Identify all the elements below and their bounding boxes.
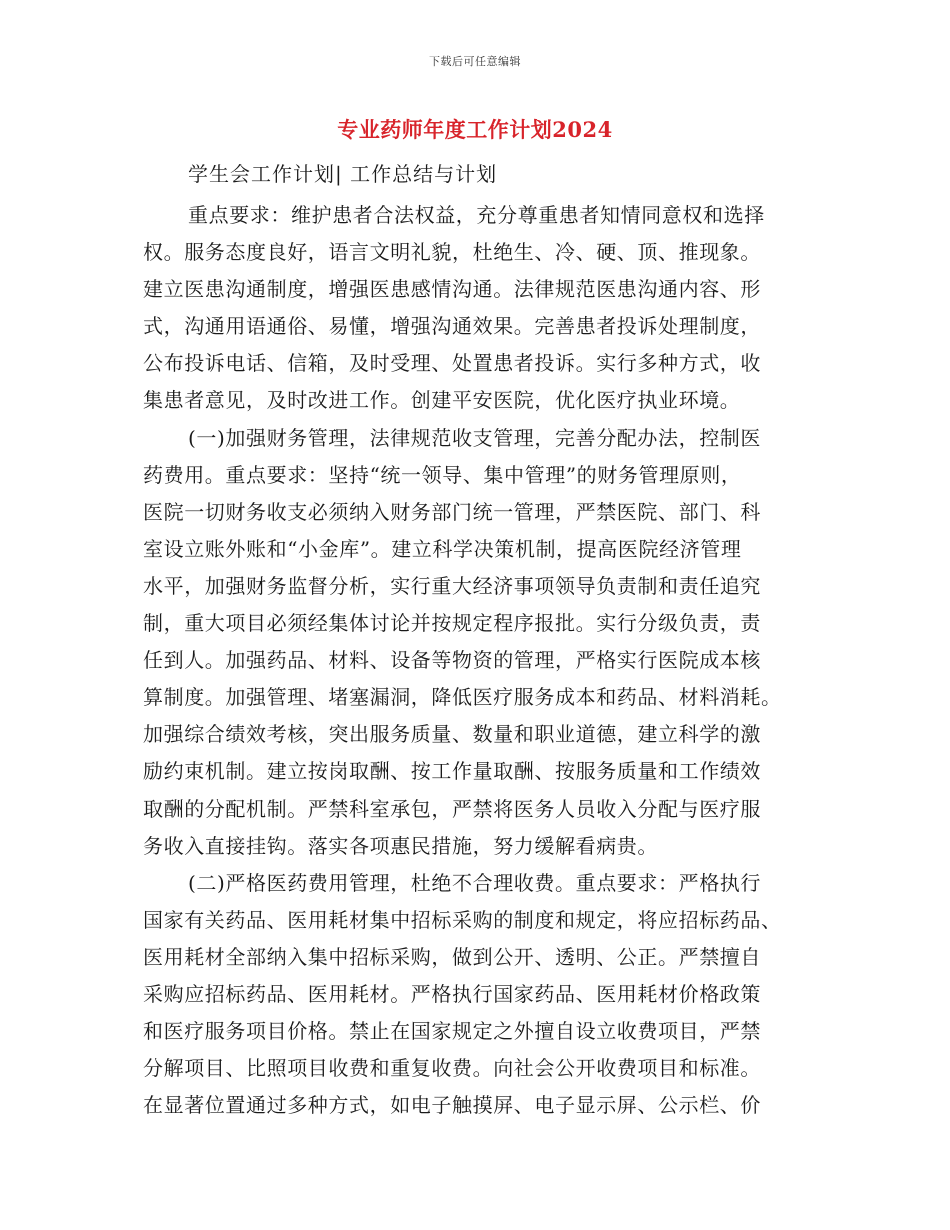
document-title: 专业药师年度工作计划2024 [337, 117, 613, 142]
body-line: 集患者意见，及时改进工作。创建平安医院，优化医疗执业环境。 [143, 388, 741, 413]
body-line: 药费用。重点要求：坚持“统一领导、集中管理”的财务管理原则， [143, 462, 742, 487]
body-line: 重点要求：维护患者合法权益，充分尊重患者知情同意权和选择 [188, 203, 765, 227]
body-line: 式，沟通用语通俗、易懂，增强沟通效果。完善患者投诉处理制度， [143, 314, 761, 339]
document-subtitle: 学生会工作计划| 工作总结与计划 [188, 162, 498, 186]
body-line: (一)加强财务管理，法律规范收支管理，完善分配办法，控制医 [188, 425, 762, 450]
body-line: 加强综合绩效考核，突出服务质量、数量和职业道德，建立科学的激 [143, 722, 761, 747]
body-line: 公布投诉电话、信箱，及时受理、处置患者投诉。实行多种方式，收 [143, 351, 761, 376]
body-line: 权。服务态度良好，语言文明礼貌，杜绝生、冷、硬、顶、推现象。 [143, 240, 761, 265]
body-line: 分解项目、比照项目收费和重复收费。向社会公开收费项目和标准。 [143, 1056, 761, 1081]
body-line: 在显著位置通过多种方式，如电子触摸屏、电子显示屏、公示栏、价 [143, 1093, 761, 1118]
header-note: 下载后可任意编辑 [429, 55, 521, 68]
body-line: (二)严格医药费用管理，杜绝不合理收费。重点要求：严格执行 [188, 870, 762, 895]
body-line: 励约束机制。建立按岗取酬、按工作量取酬、按服务质量和工作绩效 [143, 759, 761, 784]
body-line: 国家有关药品、医用耗材集中招标采购的制度和规定，将应招标药品、 [143, 907, 782, 932]
body-line: 室设立账外账和“小金库”。建立科学决策机制，提高医院经济管理 [143, 536, 742, 561]
body-line: 任到人。加强药品、材料、设备等物资的管理，严格实行医院成本核 [143, 648, 761, 673]
body-line: 制，重大项目必须经集体讨论并按规定程序报批。实行分级负责，责 [143, 611, 761, 636]
body-line: 水平，加强财务监督分析，实行重大经济事项领导负责制和责任追究 [143, 573, 761, 598]
body-line: 和医疗服务项目价格。禁止在国家规定之外擅自设立收费项目，严禁 [143, 1019, 761, 1044]
body-line: 取酬的分配机制。严禁科室承包，严禁将医务人员收入分配与医疗服 [143, 796, 761, 821]
body-line: 务收入直接挂钩。落实各项惠民措施，努力缓解看病贵。 [143, 833, 658, 858]
body-line: 医院一切财务收支必须纳入财务部门统一管理，严禁医院、部门、科 [143, 499, 761, 524]
document-body [143, 197, 823, 1124]
body-line: 算制度。加强管理、堵塞漏洞，降低医疗服务成本和药品、材料消耗。 [143, 685, 782, 710]
body-line: 医用耗材全部纳入集中招标采购，做到公开、透明、公正。严禁擅自 [143, 944, 761, 969]
body-line: 采购应招标药品、医用耗材。严格执行国家药品、医用耗材价格政策 [143, 981, 761, 1006]
body-line: 建立医患沟通制度，增强医患感情沟通。法律规范医患沟通内容、形 [143, 277, 761, 302]
